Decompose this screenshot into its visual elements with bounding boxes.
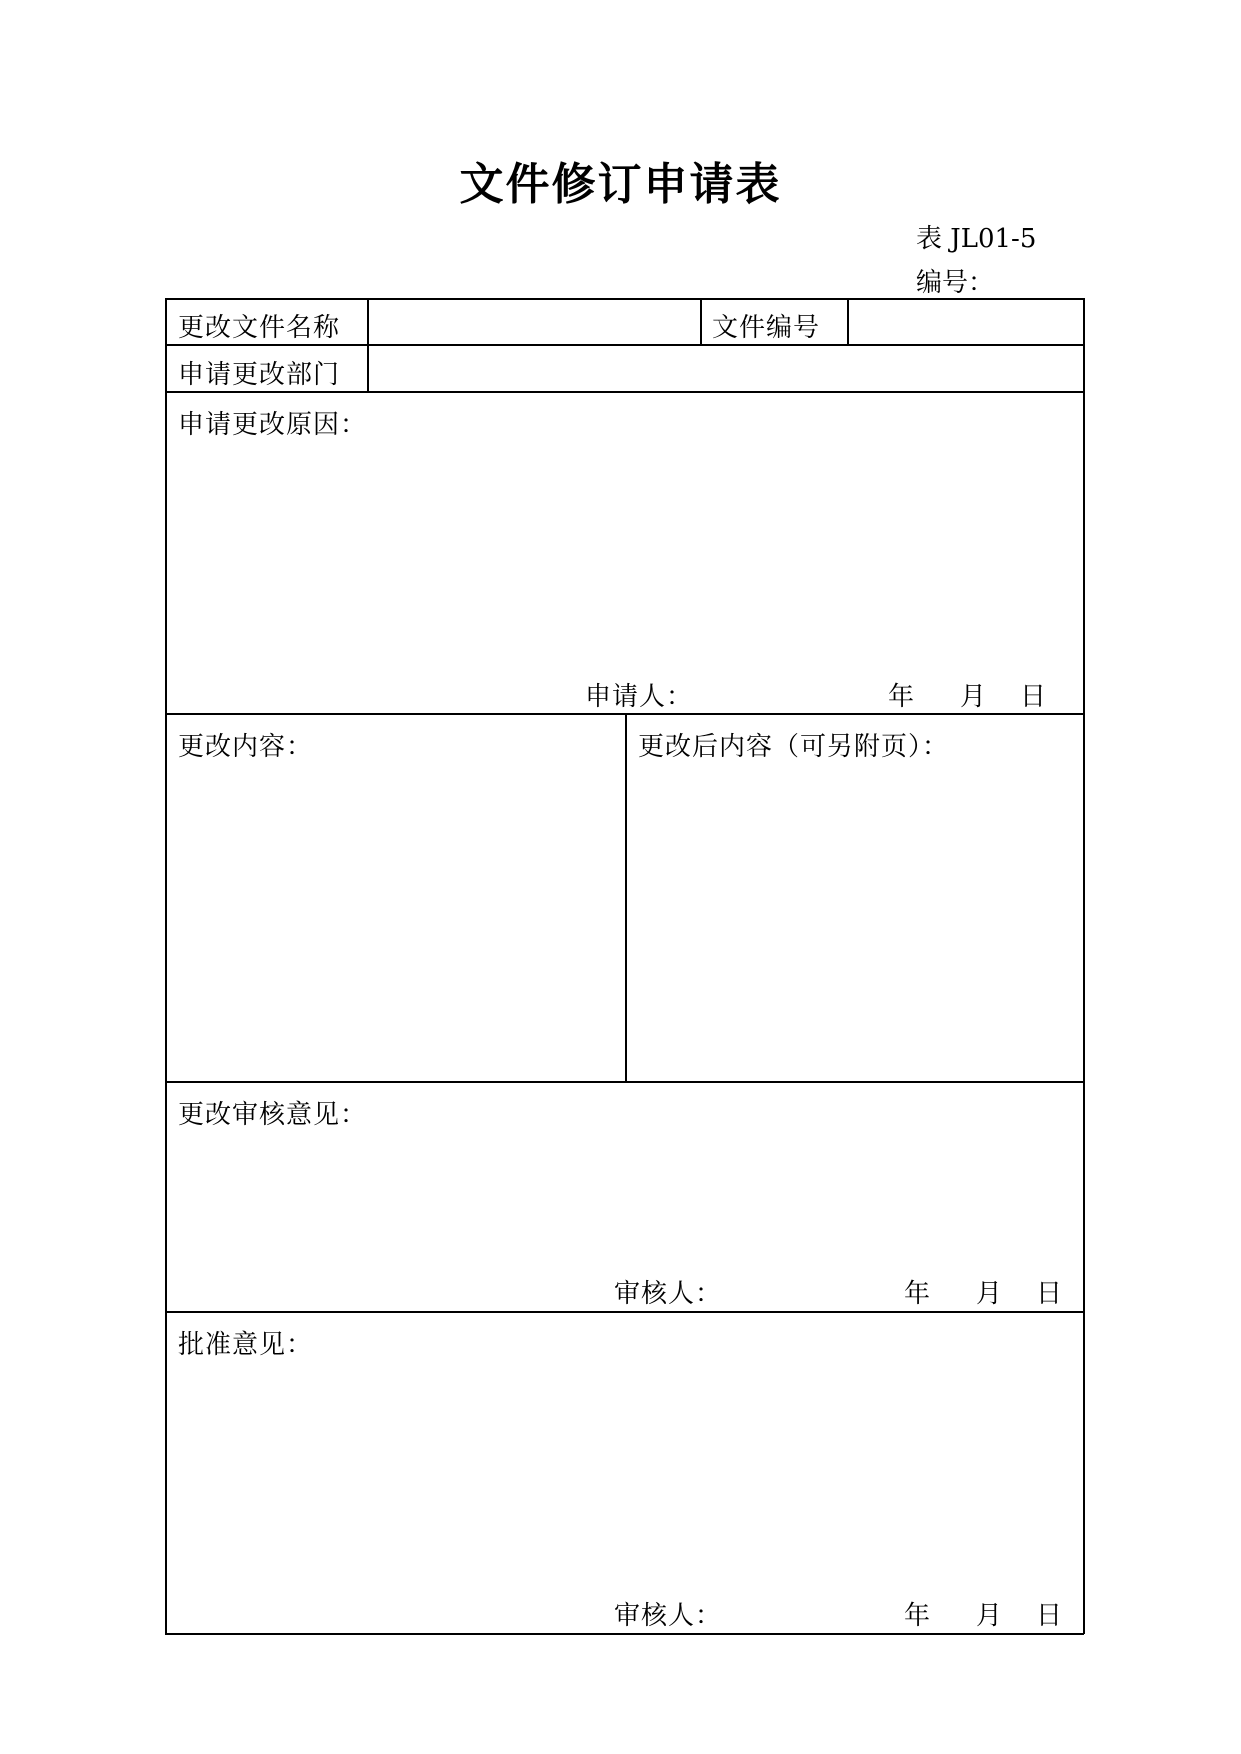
approver-label: 审核人： — [614, 1601, 723, 1631]
table-border-right — [1083, 298, 1085, 1634]
row-divider — [165, 1311, 1084, 1313]
col-divider — [367, 298, 369, 392]
review-opinion-label: 更改审核意见： — [178, 1100, 368, 1130]
approver-month: 月 — [976, 1601, 1004, 1631]
department-field[interactable] — [370, 346, 1082, 390]
table-border-left — [165, 298, 167, 1634]
after-content-field[interactable] — [630, 765, 1080, 1077]
row-divider — [165, 391, 1084, 393]
col-divider — [700, 298, 702, 345]
after-content-label: 更改后内容（可另附页）： — [638, 732, 950, 762]
reason-label: 申请更改原因： — [178, 410, 368, 440]
serial-number-label: 编号： — [916, 268, 995, 298]
applicant-day: 日 — [1020, 682, 1048, 712]
file-number-label: 文件编号 — [712, 313, 821, 343]
page-title: 文件修订申请表 — [459, 159, 782, 210]
approval-opinion-field[interactable] — [168, 1360, 1082, 1580]
reason-field[interactable] — [168, 440, 1082, 660]
approval-opinion-label: 批准意见： — [178, 1330, 314, 1360]
applicant-month: 月 — [960, 682, 988, 712]
reviewer-month: 月 — [976, 1279, 1004, 1309]
form-code: 表 JL01-5 — [916, 224, 1037, 254]
change-content-label: 更改内容： — [178, 732, 314, 762]
reviewer-day: 日 — [1036, 1279, 1064, 1309]
applicant-label: 申请人： — [585, 682, 694, 712]
applicant-year: 年 — [888, 682, 916, 712]
reviewer-year: 年 — [904, 1279, 932, 1309]
change-content-field[interactable] — [168, 765, 623, 1077]
reviewer-label: 审核人： — [614, 1279, 723, 1309]
file-name-label: 更改文件名称 — [178, 313, 341, 343]
approver-year: 年 — [904, 1601, 932, 1631]
approver-day: 日 — [1036, 1601, 1064, 1631]
table-border-bottom — [165, 1633, 1084, 1635]
review-opinion-field[interactable] — [168, 1130, 1082, 1265]
file-number-field[interactable] — [850, 300, 1082, 343]
col-divider — [625, 713, 627, 1082]
department-label: 申请更改部门 — [178, 360, 341, 390]
file-name-field[interactable] — [370, 300, 698, 343]
col-divider — [847, 298, 849, 345]
